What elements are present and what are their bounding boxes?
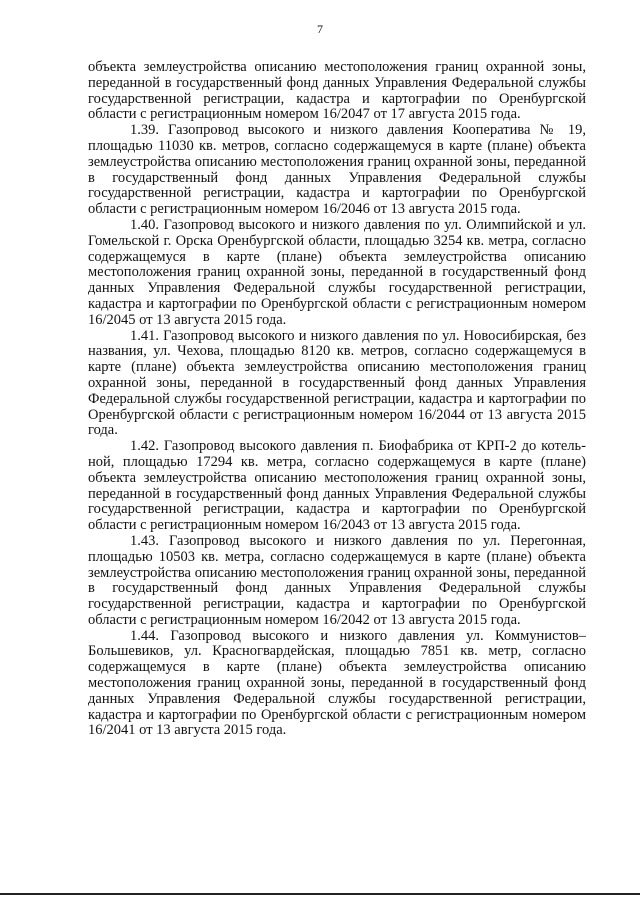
paragraph-item-1-44: 1.44. Газопровод высокого и низкого давления ул. Коммунистов–Большевиков, ул. Красногвардейская, площадью 7851 кв. метр, согласно содержащемуся в карте (плане) объекта землеустройства описанию местоположения границ охранной зоны, переданной в государственный фонд данных Управления Федеральной службы государственной регистрации, кадастра и картографии по Оренбургской области с регистрационным номером 16/2041 от 13 августа 2015 года. <box>88 627 586 739</box>
paragraph-continuation: объекта землеустройства описанию местоположения границ охранной зоны, переданной в государственный фонд данных Управления Федеральной службы государственной регистрации, кадастра и картографии по Оренбургской области с регистрационным номером 16/2047 от 17 августа 2015 года. <box>88 59 586 123</box>
document-body <box>88 60 586 739</box>
scan-edge-line <box>0 893 640 895</box>
paragraph-item-1-39: 1.39. Газопровод высокого и низкого давления Кооператива № 19, площадью 11030 кв. метров, согласно содержащемуся в карте (плане) объекта землеустройства описанию местоположения границ охранной зоны, переданной в государственный фонд данных Управления Федеральной службы государственной регистрации, кадастра и картографии по Оренбургской области с регистрационным номером 16/2046 от 13 августа 2015 года. <box>88 122 586 218</box>
page-number: 7 <box>317 22 323 36</box>
paragraph-item-1-40: 1.40. Газопровод высокого и низкого давления по ул. Олимпийской и ул. Гомельской г. Орска Оренбургской области, площадью 3254 кв. метра, согласно содержащемуся в карте (плане) объекта землеустройства описанию местоположения границ охранной зоны, переданной в государственный фонд данных Управления Федеральной службы государственной регистрации, кадастра и картографии по Оренбургской области с регистрационным номером 16/2045 от 13 августа 2015 года. <box>88 216 586 328</box>
paragraph-item-1-41: 1.41. Газопровод высокого и низкого давления по ул. Новосибирская, без названия, ул. Чехова, площадью 8120 кв. метров, согласно содержащемуся в карте (плане) объекта землеустройства описанию местоположения границ охранной зоны, переданной в государственный фонд данных Управления Федеральной службы государственной регистрации, кадастра и картографии по Оренбургской области с регистрационным номером 16/2044 от 13 августа 2015 года. <box>88 327 586 439</box>
paragraph-item-1-42: 1.42. Газопровод высокого давления п. Биофабрика от КРП-2 до котель-ной, площадью 17294 кв. метра, согласно содержащемуся в карте (плане) объекта землеустройства описанию местоположения границ охранной зоны, переданной в государственный фонд данных Управления Федеральной службы государственной регистрации, кадастра и картографии по Оренбургской области с регистрационным номером 16/2043 от 13 августа 2015 года. <box>88 438 586 534</box>
paragraph-item-1-43: 1.43. Газопровод высокого и низкого давления по ул. Перегонная, площадью 10503 кв. метра, согласно содержащемуся в карте (плане) объекта землеустройства описанию местоположения границ охранной зоны, переданной в государственный фонд данных Управления Федеральной службы государственной регистрации, кадастра и картографии по Оренбургской области с регистрационным номером 16/2042 от 13 августа 2015 года. <box>88 532 586 628</box>
